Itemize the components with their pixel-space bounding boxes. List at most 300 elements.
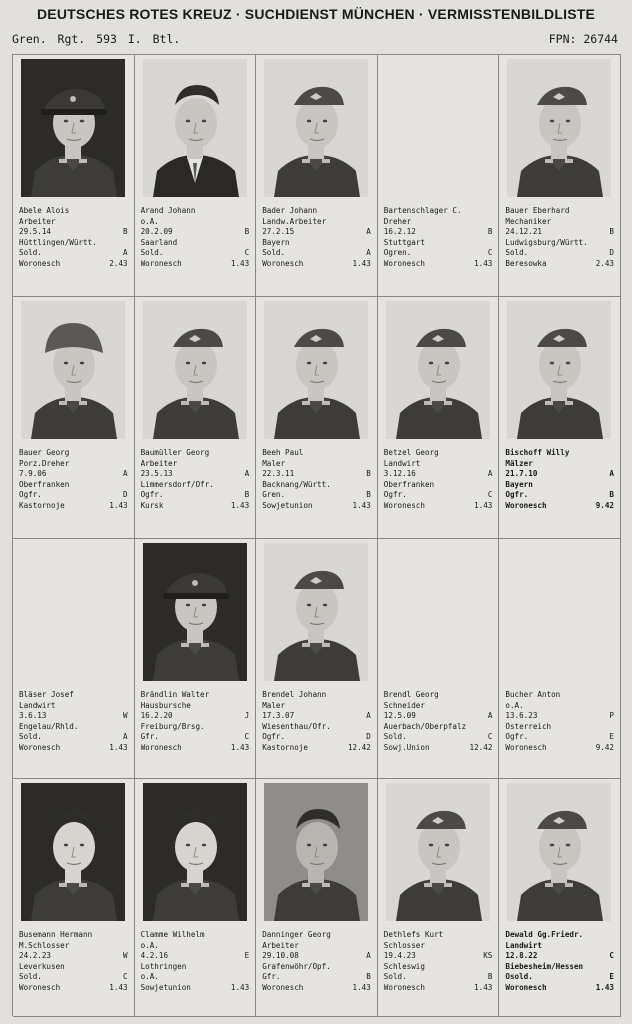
person-rank-line	[141, 972, 250, 983]
person-rank-line	[384, 732, 493, 743]
person-rank-code	[247, 972, 249, 983]
person-birthdate: 12.8.22	[505, 951, 538, 961]
person-card	[13, 297, 135, 539]
person-birthdate-code: A	[244, 469, 250, 479]
person-birthdate: 20.2.09	[140, 227, 173, 237]
person-rank-line	[19, 972, 128, 983]
person-origin: Österreich	[505, 721, 552, 731]
person-occupation: Hausbursche	[140, 700, 191, 710]
person-origin: Auerbach/Oberpfalz	[383, 721, 467, 731]
person-birthdate-line	[19, 469, 128, 480]
person-occupation: o.A.	[140, 216, 159, 226]
person-last-seen-code: 1.43	[230, 500, 250, 510]
person-occupation: Maler	[262, 700, 286, 710]
person-rank: Ogren.	[383, 248, 412, 258]
person-occupation: M.Schlosser	[19, 940, 70, 950]
person-rank: Sold.	[383, 732, 407, 742]
person-birthdate-code: B	[244, 227, 250, 237]
person-origin-line	[505, 722, 614, 733]
person-origin-line	[141, 962, 250, 973]
person-last-seen-code: 1.43	[109, 982, 128, 992]
person-occupation: o.A.	[140, 940, 159, 950]
page-title: DEUTSCHES ROTES KREUZ · SUCHDIENST MÜNCHEN · VERMISSTENBILDLISTE	[36, 6, 596, 22]
person-birthdate: 24.12.21	[505, 227, 542, 237]
person-last-seen: Woronesch	[140, 742, 182, 752]
person-occupation-line	[505, 459, 614, 470]
portrait-photo	[507, 301, 611, 439]
person-birthdate-code: A	[487, 469, 493, 479]
person-name-line	[505, 690, 614, 701]
person-name: Clamme Wilhelm	[140, 930, 205, 939]
person-occupation-line	[141, 217, 250, 228]
person-rank-code: B	[244, 490, 250, 500]
person-last-seen-code: 1.43	[230, 982, 250, 992]
person-name: Dethlefs Kurt	[383, 930, 444, 939]
person-birthdate-line	[384, 469, 493, 480]
person-rank-code: D	[123, 490, 128, 500]
person-origin: Oberfranken	[383, 479, 435, 489]
person-birthdate-line	[262, 227, 371, 238]
portrait-photo	[264, 301, 368, 439]
person-last-seen-code: 9.42	[595, 500, 614, 510]
person-name: Bauer Eberhard	[505, 206, 570, 215]
person-origin: Stuttgart	[383, 237, 425, 247]
portrait-photo	[386, 301, 490, 439]
person-origin: Bayern	[262, 237, 290, 247]
person-last-seen-line	[505, 983, 614, 994]
portrait-photo	[507, 783, 611, 921]
person-birthdate: 12.5.09	[383, 711, 416, 721]
person-name-line	[141, 448, 250, 459]
portrait-photo	[507, 543, 611, 681]
person-card	[135, 55, 257, 297]
person-rank-line	[141, 490, 250, 501]
person-birthdate: 13.6.23	[505, 711, 538, 721]
person-info	[141, 448, 250, 512]
person-occupation: o.A.	[505, 700, 524, 710]
person-info	[505, 690, 614, 754]
person-birthdate-code: B	[366, 469, 371, 479]
person-name-line	[141, 206, 250, 217]
person-last-seen-line	[141, 259, 250, 270]
person-last-seen: Woronesch	[383, 258, 425, 268]
person-name-line	[19, 206, 128, 217]
portrait-photo	[507, 59, 611, 197]
person-last-seen: Woronesch	[262, 258, 304, 268]
person-last-seen-line	[262, 983, 371, 994]
portrait-photo	[21, 59, 125, 197]
fpn-label: FPN: 26744	[548, 32, 618, 46]
person-last-seen-line	[19, 259, 128, 270]
person-card	[13, 55, 135, 297]
person-rank-code: E	[609, 972, 614, 982]
person-rank-code: D	[366, 732, 371, 742]
person-info	[262, 930, 371, 994]
person-rank: Sold.	[383, 972, 407, 982]
person-occupation: Mechaniker	[505, 216, 552, 226]
person-birthdate: 24.2.23	[19, 951, 52, 961]
person-info	[384, 448, 493, 512]
person-rank: Ogfr.	[505, 490, 529, 500]
person-card	[256, 539, 378, 779]
person-origin-line	[384, 238, 493, 249]
portrait-photo	[143, 301, 247, 439]
person-birthdate-code: E	[244, 951, 250, 961]
person-occupation: Mälzer	[505, 458, 533, 468]
person-rank: o.A.	[140, 972, 159, 982]
person-birthdate-code: B	[609, 227, 614, 237]
person-origin-line	[19, 238, 128, 249]
person-last-seen-code: 1.43	[474, 982, 493, 992]
person-birthdate-code: A	[366, 711, 371, 721]
person-card	[499, 779, 621, 1017]
person-rank-line	[141, 248, 250, 259]
person-name-line	[384, 690, 493, 701]
portrait-photo	[21, 543, 125, 681]
person-name: Abele Alois	[19, 206, 70, 215]
person-origin-line	[141, 722, 250, 733]
person-last-seen-line	[262, 259, 371, 270]
person-birthdate: 19.4.23	[383, 951, 416, 961]
person-last-seen-line	[141, 743, 250, 754]
person-rank-code: B	[366, 972, 371, 982]
person-birthdate-code: C	[609, 951, 614, 961]
person-birthdate-code: W	[123, 951, 128, 961]
person-birthdate-line	[384, 711, 493, 722]
person-birthdate-line	[141, 711, 250, 722]
person-name-line	[262, 930, 371, 941]
person-last-seen-line	[505, 259, 614, 270]
person-name: Arand Johann	[140, 206, 196, 215]
person-occupation: Landwirt	[383, 458, 421, 468]
unit-label: Gren. Rgt. 593 I. Btl.	[12, 32, 181, 46]
person-rank-line	[262, 490, 371, 501]
person-birthdate: 22.3.11	[262, 469, 295, 479]
person-rank: Sold.	[140, 248, 164, 258]
person-last-seen-line	[384, 501, 493, 512]
person-rank: Sold.	[19, 732, 42, 742]
person-rank: Ogfr.	[383, 490, 407, 500]
person-last-seen-line	[19, 501, 128, 512]
person-rank-code: C	[123, 972, 128, 982]
person-birthdate: 21.7.10	[505, 469, 538, 479]
person-rank: Gfr.	[140, 732, 159, 742]
person-origin: Ludwigsburg/Württ.	[505, 237, 588, 247]
person-origin-line	[141, 480, 250, 491]
person-rank-code: D	[609, 248, 614, 258]
person-origin: Saarland	[140, 237, 178, 247]
person-rank: Ogfr.	[140, 490, 164, 500]
person-name: Dewald Gg.Friedr.	[505, 930, 584, 939]
person-rank: Gren.	[262, 490, 286, 500]
person-last-seen-code: 1.43	[352, 500, 371, 510]
person-rank-code: E	[609, 732, 614, 742]
person-rank: Sold.	[262, 248, 286, 258]
person-name-line	[262, 448, 371, 459]
person-name: Danninger Georg	[262, 930, 331, 939]
person-rank: Sold.	[19, 248, 42, 258]
person-birthdate-code: B	[487, 227, 493, 237]
person-last-seen-code: 1.43	[230, 258, 250, 268]
person-birthdate: 16.2.12	[383, 227, 416, 237]
person-rank-code: C	[487, 248, 493, 258]
person-name: Brendl Georg	[383, 690, 439, 699]
person-occupation-line	[384, 701, 493, 712]
person-card	[256, 779, 378, 1017]
person-occupation-line	[384, 941, 493, 952]
person-birthdate-code: B	[123, 227, 128, 237]
person-last-seen-line	[505, 501, 614, 512]
person-last-seen-code: 12.42	[469, 742, 493, 752]
person-occupation-line	[384, 217, 493, 228]
person-occupation: Maler	[262, 458, 286, 468]
person-occupation: Porz.Dreher	[19, 458, 70, 468]
person-birthdate-line	[505, 951, 614, 962]
person-last-seen-code: 1.43	[109, 742, 128, 752]
person-birthdate: 29.5.14	[19, 227, 52, 237]
person-rank-line	[262, 732, 371, 743]
person-card	[135, 297, 257, 539]
person-birthdate-line	[19, 951, 128, 962]
person-birthdate: 16.2.20	[140, 711, 173, 721]
person-rank: Sold.	[19, 972, 42, 982]
person-name: Beeh Paul	[262, 448, 304, 457]
person-birthdate-line	[505, 227, 614, 238]
person-birthdate-line	[141, 469, 250, 480]
person-last-seen: Sowjetunion	[262, 500, 313, 510]
person-last-seen-line	[262, 743, 371, 754]
person-origin-line	[19, 480, 128, 491]
person-rank-code: C	[487, 732, 493, 742]
person-origin: Limmersdorf/Ofr.	[140, 479, 214, 489]
person-origin: Freiburg/Brsg.	[140, 721, 205, 731]
person-occupation-line	[262, 941, 371, 952]
person-origin-line	[19, 722, 128, 733]
person-last-seen: Woronesch	[505, 500, 547, 510]
person-birthdate-line	[262, 711, 371, 722]
person-origin-line	[384, 962, 493, 973]
person-occupation: Landwirt	[505, 940, 542, 950]
person-rank-code: A	[123, 248, 128, 258]
portrait-photo	[21, 783, 125, 921]
person-birthdate-code: KS	[483, 951, 493, 961]
person-rank-line	[19, 732, 128, 743]
person-name: Bartenschlager C.	[383, 206, 462, 215]
person-last-seen-code: 1.43	[230, 742, 250, 752]
portrait-photo	[386, 543, 490, 681]
person-info	[141, 206, 250, 270]
person-last-seen: Woronesch	[19, 742, 61, 752]
person-name-line	[141, 690, 250, 701]
person-origin-line	[505, 480, 614, 491]
person-origin: Schleswig	[383, 961, 425, 971]
person-origin-line	[19, 962, 128, 973]
person-last-seen: Beresowka	[505, 258, 547, 268]
person-rank-code: C	[487, 490, 493, 500]
person-info	[505, 930, 614, 994]
person-name-line	[19, 930, 128, 941]
person-birthdate-code: A	[609, 469, 614, 479]
person-rank-line	[262, 972, 371, 983]
person-name: Baumüller Georg	[140, 448, 210, 457]
person-name: Busemann Hermann	[19, 930, 93, 939]
person-origin-line	[262, 238, 371, 249]
person-last-seen: Kastornoje	[19, 500, 65, 510]
person-rank-code: A	[366, 248, 371, 258]
person-name-line	[19, 448, 128, 459]
person-name: Bader Johann	[262, 206, 318, 215]
person-card	[256, 297, 378, 539]
person-card	[13, 779, 135, 1017]
person-name: Betzel Georg	[383, 448, 439, 457]
person-card	[378, 539, 500, 779]
person-card	[135, 539, 257, 779]
person-last-seen-code: 1.43	[474, 258, 493, 268]
person-info	[19, 206, 128, 270]
person-rank: Osold.	[505, 972, 533, 982]
person-origin-line	[262, 962, 371, 973]
person-last-seen-code: 12.42	[347, 742, 371, 752]
person-origin: Biebesheim/Hessen	[505, 961, 584, 971]
person-info	[19, 448, 128, 512]
person-rank-line	[141, 732, 250, 743]
person-origin: Backnang/Württ.	[262, 479, 331, 489]
person-birthdate-line	[19, 227, 128, 238]
person-rank: Ogfr.	[505, 732, 529, 742]
person-name-line	[262, 206, 371, 217]
person-info	[141, 930, 250, 994]
person-last-seen: Sowj.Union	[383, 742, 430, 752]
person-occupation: Schlosser	[383, 940, 425, 950]
person-last-seen-line	[384, 983, 493, 994]
person-occupation-line	[262, 217, 371, 228]
person-birthdate-code: W	[123, 711, 128, 721]
person-name-line	[141, 930, 250, 941]
portrait-photo	[143, 783, 247, 921]
person-name-line	[262, 690, 371, 701]
person-occupation: Schneider	[383, 700, 425, 710]
person-occupation-line	[262, 459, 371, 470]
person-rank: Ogfr.	[262, 732, 286, 742]
person-birthdate-line	[384, 227, 493, 238]
person-info	[505, 448, 614, 512]
person-last-seen-line	[141, 983, 250, 994]
person-name-line	[505, 206, 614, 217]
person-rank-line	[19, 248, 128, 259]
portrait-photo	[143, 59, 247, 197]
person-last-seen-code: 2.43	[595, 258, 614, 268]
person-name-line	[19, 690, 128, 701]
person-origin-line	[505, 962, 614, 973]
person-occupation: Arbeiter	[19, 216, 56, 226]
portrait-photo	[143, 543, 247, 681]
person-occupation-line	[141, 701, 250, 712]
person-last-seen: Sowjetunion	[140, 982, 191, 992]
person-rank-line	[384, 972, 493, 983]
person-name: Brendel Johann	[262, 690, 327, 699]
person-origin: Leverkusen	[19, 961, 65, 971]
person-birthdate: 3.12.16	[383, 469, 416, 479]
portrait-photo	[21, 301, 125, 439]
person-rank-line	[384, 248, 493, 259]
person-last-seen-line	[19, 983, 128, 994]
person-info	[384, 690, 493, 754]
person-birthdate-line	[505, 711, 614, 722]
person-last-seen: Woronesch	[19, 982, 61, 992]
person-occupation: Arbeiter	[140, 458, 178, 468]
person-last-seen-line	[384, 259, 493, 270]
person-birthdate: 29.10.08	[262, 951, 299, 961]
person-card	[378, 55, 500, 297]
person-birthdate-line	[141, 951, 250, 962]
person-last-seen-line	[384, 743, 493, 754]
person-last-seen-code: 1.43	[352, 258, 371, 268]
person-occupation-line	[19, 459, 128, 470]
person-last-seen: Kastornoje	[262, 742, 308, 752]
person-birthdate-code: A	[366, 227, 371, 237]
person-last-seen: Woronesch	[505, 982, 547, 992]
person-origin: Engelau/Rhld.	[19, 721, 79, 731]
person-info	[19, 930, 128, 994]
person-rank: Gfr.	[262, 972, 281, 982]
person-rank-line	[262, 248, 371, 259]
person-name-line	[505, 930, 614, 941]
person-rank-code: A	[123, 732, 128, 742]
person-last-seen: Woronesch	[19, 258, 61, 268]
person-origin: Hüttlingen/Württ.	[19, 237, 97, 247]
person-last-seen: Woronesch	[383, 982, 425, 992]
person-name-line	[384, 930, 493, 941]
person-last-seen: Woronesch	[262, 982, 304, 992]
person-card	[135, 779, 257, 1017]
person-last-seen-code: 1.43	[474, 500, 493, 510]
person-rank-code: B	[366, 490, 371, 500]
person-rank-code: C	[244, 732, 250, 742]
person-origin: Lothringen	[140, 961, 187, 971]
person-birthdate: 4.2.16	[140, 951, 169, 961]
person-rank-code: B	[609, 490, 614, 500]
person-occupation-line	[384, 459, 493, 470]
person-birthdate-line	[141, 227, 250, 238]
person-origin: Grafenwöhr/Opf.	[262, 961, 331, 971]
person-birthdate: 27.2.15	[262, 227, 295, 237]
person-last-seen-code: 2.43	[109, 258, 128, 268]
person-birthdate-code: A	[123, 469, 128, 479]
person-last-seen-line	[19, 743, 128, 754]
person-card	[499, 55, 621, 297]
person-birthdate-code: A	[487, 711, 493, 721]
person-occupation: Arbeiter	[262, 940, 299, 950]
person-info	[262, 690, 371, 754]
person-rank-line	[384, 490, 493, 501]
person-occupation-line	[505, 701, 614, 712]
person-occupation-line	[262, 701, 371, 712]
person-rank-code: C	[244, 248, 250, 258]
person-rank: Sold.	[505, 248, 529, 258]
person-last-seen: Woronesch	[505, 742, 547, 752]
person-info	[384, 206, 493, 270]
person-birthdate-line	[262, 951, 371, 962]
person-last-seen-line	[262, 501, 371, 512]
portrait-photo	[264, 543, 368, 681]
person-birthdate-line	[262, 469, 371, 480]
person-rank-line	[505, 972, 614, 983]
person-occupation-line	[141, 941, 250, 952]
person-birthdate-code: J	[244, 711, 250, 721]
person-origin: Bayern	[505, 479, 533, 489]
person-rank-line	[505, 732, 614, 743]
person-name: Bischoff Willy	[505, 448, 570, 457]
